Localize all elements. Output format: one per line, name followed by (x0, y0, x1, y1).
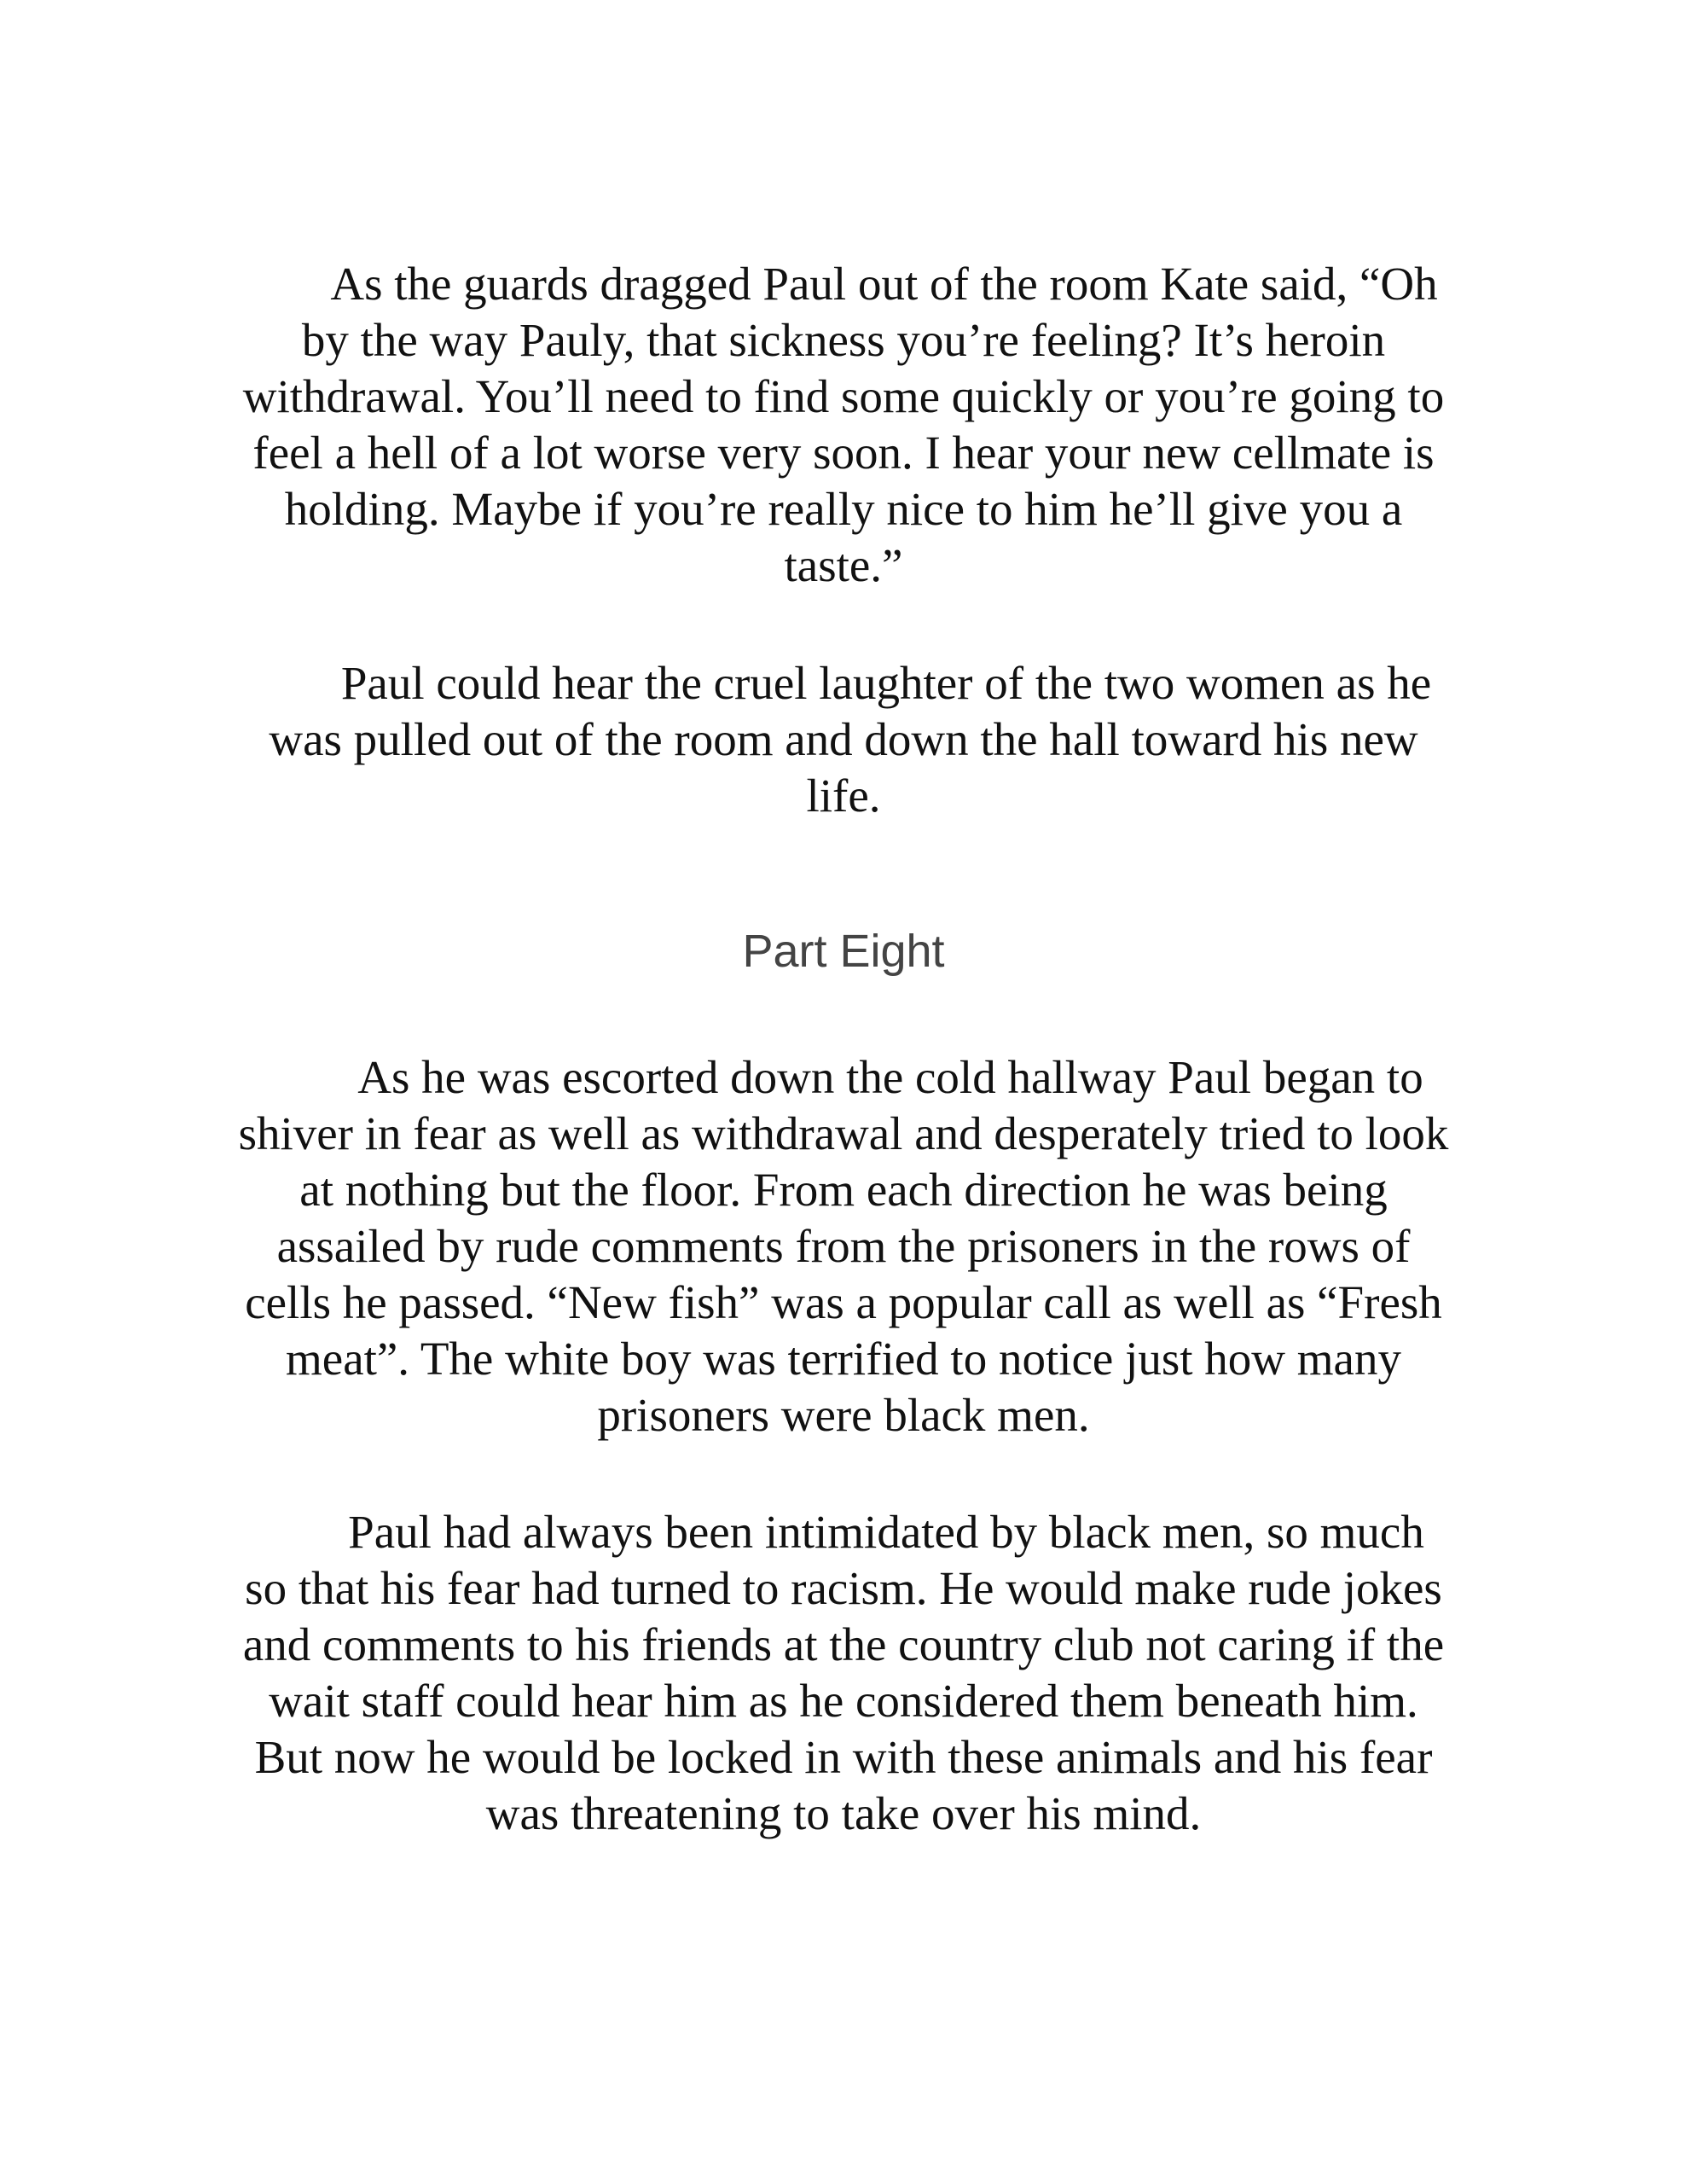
text-line: shiver in fear as well as withdrawal and desperately tried to look (238, 1107, 1449, 1159)
paragraph-hallway (0, 1049, 1687, 1443)
text-line: holding. Maybe if you’re really nice to him he’ll give you a (284, 483, 1403, 535)
text-line: Paul had always been intimidated by black men, so much (348, 1506, 1424, 1558)
text-line: feel a hell of a lot worse very soon. I hear your new cellmate is (252, 427, 1435, 479)
text-line: wait staff could hear him as he considered them beneath him. (269, 1675, 1418, 1727)
text-line: As the guards dragged Paul out of the room Kate said, “Oh (330, 258, 1438, 310)
text-line: As he was escorted down the cold hallway Paul began to (357, 1051, 1423, 1103)
text-line: at nothing but the floor. From each direction he was being (299, 1164, 1388, 1216)
paragraph-cruel-laughter (0, 655, 1687, 824)
text-line: cells he passed. “New fish” was a popular call as well as “Fresh (245, 1276, 1442, 1328)
text-line: and comments to his friends at the country club not caring if the (242, 1618, 1445, 1670)
section-heading: Part Eight (742, 926, 945, 977)
text-line: by the way Pauly, that sickness you’re feeling? It’s heroin (301, 314, 1386, 366)
text-line: assailed by rude comments from the prisoners in the rows of (276, 1220, 1411, 1272)
text-line: But now he would be locked in with these animals and his fear (254, 1731, 1433, 1783)
text-line: taste.” (784, 539, 903, 591)
text-line: was pulled out of the room and down the hall toward his new (269, 713, 1418, 765)
text-line: prisoners were black men. (597, 1389, 1090, 1441)
text-line: meat”. The white boy was terrified to notice just how many (286, 1333, 1401, 1385)
text-line: life. (806, 770, 881, 822)
text-line: Paul could hear the cruel laughter of the two women as he (340, 657, 1432, 709)
text-line: so that his fear had turned to racism. He would make rude jokes (245, 1562, 1442, 1614)
text-line: withdrawal. You’ll need to find some quickly or you’re going to (242, 370, 1445, 422)
text-line: was threatening to take over his mind. (485, 1787, 1202, 1839)
paragraph-fear (0, 1504, 1687, 1842)
paragraph-kate-taunt (0, 256, 1687, 594)
